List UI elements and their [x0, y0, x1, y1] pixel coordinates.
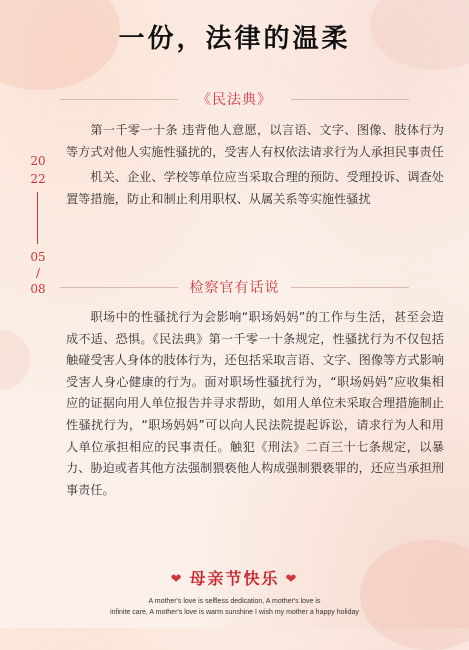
- section-heading-prosecutor: 检察官有话说: [189, 280, 280, 296]
- heading-divider-right: [291, 99, 409, 100]
- heading-divider-right: [291, 287, 409, 288]
- prosecutor-paragraph: 职场中的性骚扰行为会影响“职场妈妈”的工作与生活，甚至会造成不适、恐惧。《民法典》第一千零一十条规定，性骚扰行为不仅包括触碰受害人身体的肢体行为，还包括采取言语、文字、图像等方式影响受害人身心健康的行为。面对职场性骚扰行为，“职场妈妈”应收集相应的证据向用人单位报告并寻求帮助，如用人单位未采取合理措施制止性骚扰行为，“职场妈妈”可以向人民法院提起诉讼，请求行为人和用人单位承担相应的民事责任。触犯《刑法》二百三十七条规定，以暴力、胁迫或者其他方法强制猥亵他人构成强制猥亵罪的，还应当承担刑事责任。: [66, 310, 444, 497]
- date-month: 05: [30, 250, 46, 264]
- heart-icon: ❤: [170, 572, 184, 587]
- section-heading-civil-code: 《民法典》: [197, 92, 272, 108]
- date-day: 08: [30, 282, 46, 296]
- section-civil-code-body: [66, 120, 444, 210]
- footer-english-line-2: infinite care, A mother's love is warm sunshine I wish my mother a happy holiday: [110, 609, 359, 616]
- footer-title: 母亲节快乐: [189, 569, 280, 588]
- page-title: 一份，法律的温柔: [118, 24, 351, 54]
- date-year-part-1: 20: [30, 154, 46, 168]
- decor-blob-left-mid: [0, 330, 30, 390]
- section-prosecutor-body: [66, 307, 444, 501]
- footer-title-row: [0, 566, 469, 589]
- date-year-part-2: 22: [30, 172, 46, 186]
- footer-english-line-1: A mother's love is selfless dedication, A mother's love is: [148, 598, 321, 605]
- decor-blob-bottom-right: [360, 540, 469, 650]
- civil-code-paragraph: 第一千零一十条 违背他人意愿，以言语、文字、图像、肢体行为等方式对他人实施性骚扰的，受害人有权依法请求行为人承担民事责任: [66, 123, 444, 159]
- date-slash: /: [35, 266, 41, 280]
- heart-icon: ❤: [285, 572, 299, 587]
- date-vertical-line: [37, 192, 38, 244]
- civil-code-paragraph: 机关、企业、学校等单位应当采取合理的预防、受理投诉、调查处置等措施，防止和制止利用职权、从属关系等实施性骚扰: [66, 170, 444, 206]
